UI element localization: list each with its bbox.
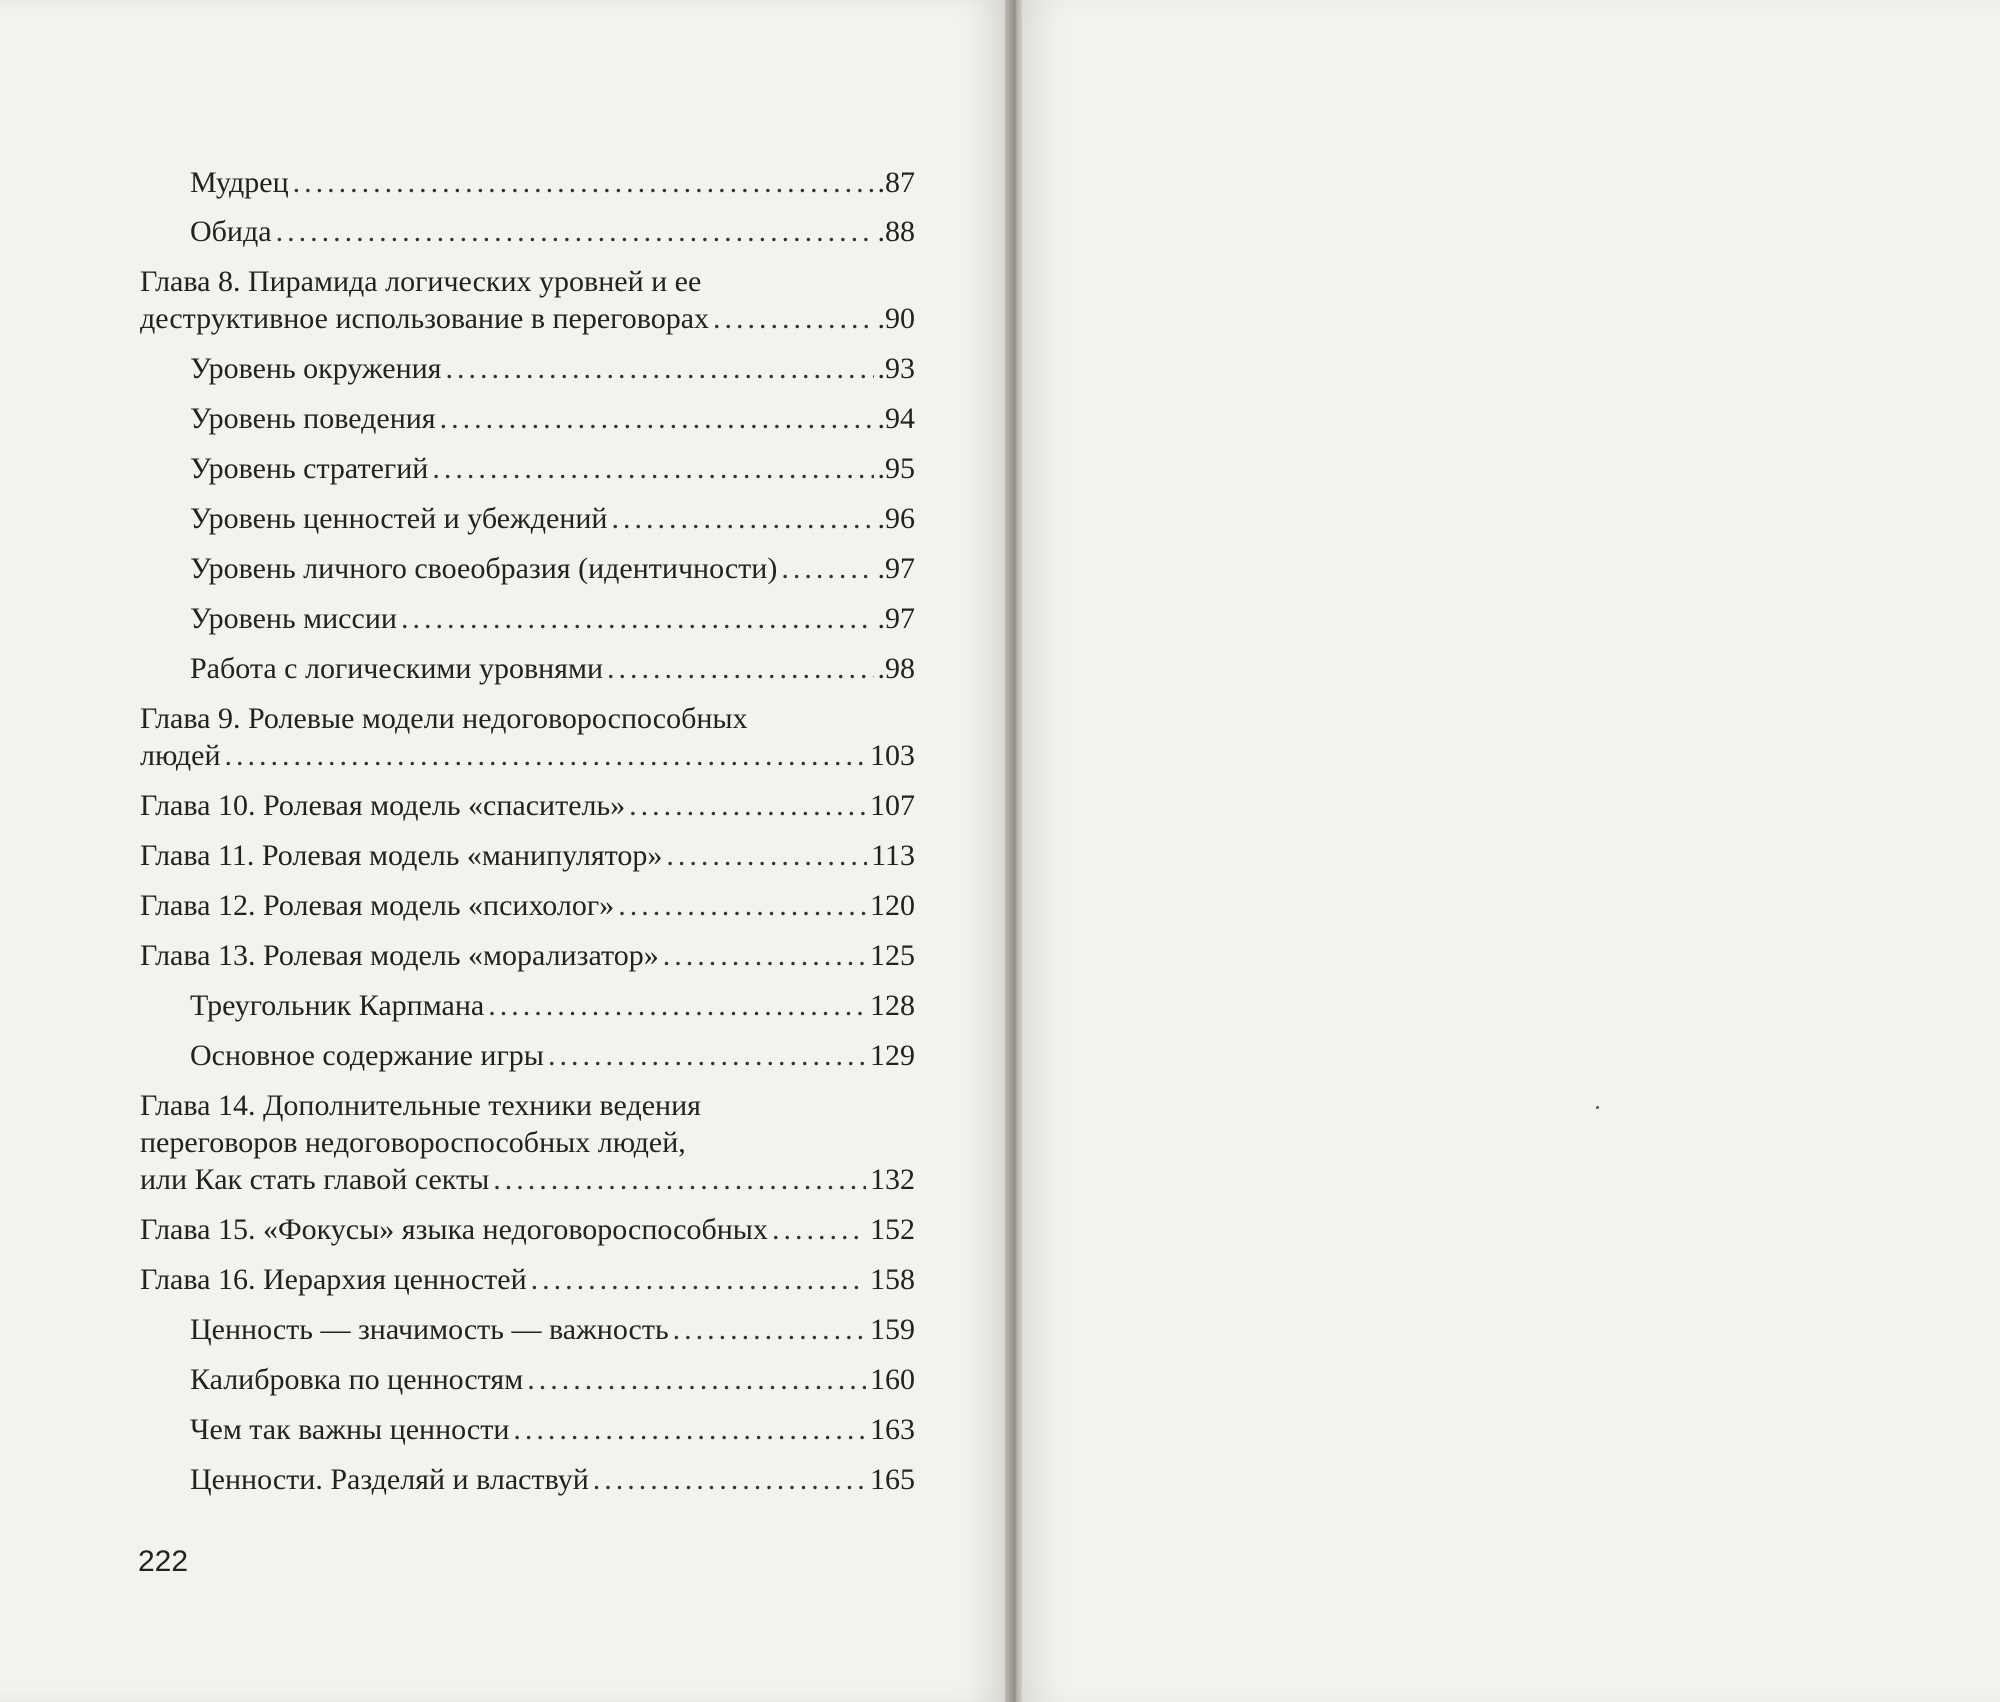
toc-entry-row [140,787,915,824]
toc-entry [140,1461,915,1498]
toc-entry-row [190,1037,915,1074]
toc-entry-page: 107 [870,789,915,822]
toc-entry-row [140,737,915,774]
toc-entry [140,1037,915,1074]
toc-entry-row [140,1161,915,1198]
toc-entry-title: Глава 12. Ролевая модель «психолог» [140,889,615,922]
toc-entry [140,987,915,1024]
toc-entry-page: .97 [877,602,915,635]
toc-entry-title: Работа с логическими уровнями [190,652,603,685]
toc-entry-row [190,213,915,250]
toc-entry-title: Чем так важны ценности [190,1413,510,1446]
dot-leader [663,937,866,974]
toc-entry-title: Обида [190,215,272,248]
toc-entry-page: 103 [870,739,915,772]
dot-leader [225,737,867,774]
toc-entry [140,887,915,924]
dot-leader [611,500,873,537]
dot-leader [618,887,866,924]
toc-entry-title-line: переговоров недоговороспособных людей, [140,1126,686,1159]
toc-entry-page: 158 [870,1263,915,1296]
toc-entry-page: 152 [870,1213,915,1246]
dot-leader [531,1261,866,1298]
toc-entry-page: 120 [870,889,915,922]
toc-entry-title: Калибровка по ценностям [190,1363,524,1396]
toc-entry [140,700,915,774]
dot-leader [666,837,867,874]
toc-entry-row [190,164,915,201]
toc-entry-page: .96 [877,502,915,535]
toc-entry-page: .90 [877,302,915,335]
toc-entry-row [190,450,915,487]
dot-leader [527,1361,866,1398]
toc-entry-row [190,550,915,587]
toc-entry-title: Глава 13. Ролевая модель «морализатор» [140,939,659,972]
dot-leader [781,550,873,587]
toc-entry [140,1087,915,1198]
toc-entry-title: Глава 10. Ролевая модель «спаситель» [140,789,626,822]
toc-entry-page: 125 [870,939,915,972]
toc-left-column [140,164,915,1511]
toc-entry-page: 129 [870,1039,915,1072]
toc-entry [140,837,915,874]
toc-entry [140,450,915,487]
right-page [1022,0,2000,1702]
dot-leader [488,987,866,1024]
toc-entry [140,350,915,387]
toc-entry [140,550,915,587]
toc-entry-title: Глава 11. Ролевая модель «манипулятор» [140,839,663,872]
toc-entry-row [140,300,915,337]
toc-entry [140,650,915,687]
toc-entry [140,164,915,201]
toc-entry-row [140,887,915,924]
toc-entry-row [190,400,915,437]
dot-leader [432,450,873,487]
toc-entry [140,400,915,437]
toc-entry [140,213,915,250]
toc-entry-row [190,600,915,637]
toc-entry-row [190,1411,915,1448]
toc-entry-title-line: Глава 14. Дополнительные техники ведения [140,1089,701,1122]
toc-entry-page: 163 [870,1413,915,1446]
toc-entry-title: Треугольник Карпмана [190,989,485,1022]
dot-leader [772,1211,866,1248]
toc-entry [140,600,915,637]
toc-entry-page: .98 [877,652,915,685]
toc-entry-row [190,350,915,387]
dot-leader [513,1411,866,1448]
toc-entry-title: Ценность — значимость — важность [190,1313,669,1346]
toc-entry-page: .97 [877,552,915,585]
toc-entry-page: .93 [877,352,915,385]
toc-entry-row [190,1361,915,1398]
toc-entry-row [190,650,915,687]
toc-entry-title: Уровень ценностей и убеждений [190,502,608,535]
toc-entry-row [140,937,915,974]
print-speck [1596,1106,1599,1109]
toc-entry-title: Мудрец [190,166,289,199]
toc-entry-title: Ценности. Разделяй и властвуй [190,1463,589,1496]
toc-entry-page: 159 [870,1313,915,1346]
toc-entry [140,263,915,337]
toc-entry [140,1411,915,1448]
toc-entry-title-line: Глава 8. Пирамида логических уровней и ее [140,265,702,298]
toc-entry-title: Уровень поведения [190,402,436,435]
toc-entry-row [140,837,915,874]
dot-leader [593,1461,866,1498]
toc-entry [140,937,915,974]
toc-entry-page: .88 [877,215,915,248]
toc-entry-page: .87 [877,166,915,199]
dot-leader [445,350,873,387]
toc-entry [140,1361,915,1398]
dot-leader [401,600,874,637]
dot-leader [713,300,873,337]
toc-entry-row [140,1261,915,1298]
toc-entry-title: Глава 16. Иерархия ценностей [140,1263,527,1296]
dot-leader [607,650,874,687]
toc-entry-title: Глава 15. «Фокусы» языка недоговороспособных [140,1213,768,1246]
toc-entry-row [190,1461,915,1498]
toc-entry-title-line: Глава 9. Ролевые модели недоговороспособных [140,702,748,735]
toc-entry-row [140,1211,915,1248]
toc-entry [140,1311,915,1348]
toc-entry-title: людей [140,739,221,772]
dot-leader [548,1037,866,1074]
toc-entry-title: или Как стать главой секты [140,1163,490,1196]
toc-entry-title: Уровень окружения [190,352,442,385]
toc-entry [140,1261,915,1298]
toc-entry [140,500,915,537]
dot-leader [493,1161,866,1198]
toc-entry-page: 113 [871,839,915,872]
toc-entry-title: Основное содержание игры [190,1039,544,1072]
toc-entry [140,1211,915,1248]
dot-leader [276,213,874,250]
dot-leader [293,164,874,201]
toc-entry [140,787,915,824]
toc-entry-row [190,987,915,1024]
dot-leader [440,400,874,437]
toc-entry-page: .95 [877,452,915,485]
toc-entry-row [190,500,915,537]
page-number: 222 [138,1545,189,1578]
dot-leader [673,1311,866,1348]
dot-leader [629,787,866,824]
toc-entry-title: Уровень стратегий [190,452,429,485]
toc-entry-title: Уровень миссии [190,602,397,635]
toc-entry-row [190,1311,915,1348]
toc-entry-page: 128 [870,989,915,1022]
toc-entry-page: 160 [870,1363,915,1396]
toc-entry-title: Уровень личного своеобразия (идентичности) [190,552,778,585]
toc-entry-page: 165 [870,1463,915,1496]
toc-entry-page: 132 [870,1163,915,1196]
toc-entry-page: .94 [877,402,915,435]
toc-entry-title: деструктивное использование в переговорах [140,302,710,335]
